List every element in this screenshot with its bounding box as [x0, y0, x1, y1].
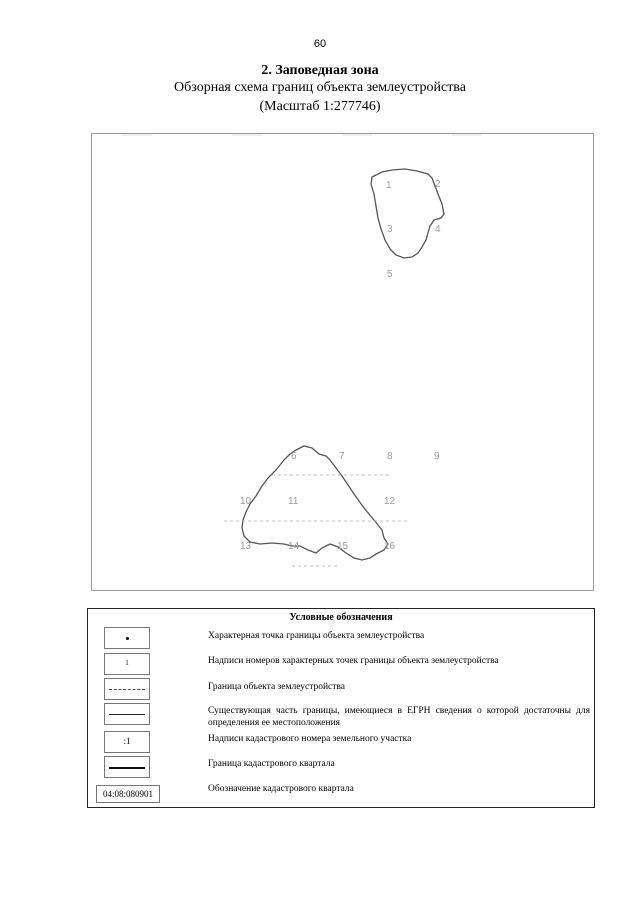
lower-parcel-contour	[242, 446, 388, 560]
legend-symbol-object-boundary	[104, 678, 150, 700]
point-label-9: 9	[434, 451, 440, 462]
point-label-16: 16	[384, 541, 396, 552]
legend-text-existing-boundary: Существующая часть границы, имеющиеся в ЕГРН сведения о которой достаточны для определения ее местоположения	[208, 706, 590, 728]
legend-symbol-point	[104, 627, 150, 649]
point-label-14: 14	[288, 541, 300, 552]
point-label-5: 5	[387, 269, 393, 280]
parcel-number-sample: :1	[123, 736, 131, 746]
point-label-1: 1	[386, 180, 392, 191]
scheme-subtitle: Обзорная схема границ объекта землеустройства	[174, 80, 466, 95]
legend-symbol-existing-boundary	[104, 703, 150, 725]
point-number-sample: 1	[125, 659, 129, 667]
legend-text-quarter-boundary: Граница кадастрового квартала	[208, 759, 335, 769]
point-label-10: 10	[240, 496, 252, 507]
legend-text-point: Характерная точка границы объекта землеустройства	[208, 631, 425, 641]
upper-parcel-contour	[371, 169, 444, 258]
solid-line-icon	[109, 714, 145, 715]
overview-map	[91, 133, 594, 591]
point-label-6: 6	[291, 451, 297, 462]
point-label-13: 13	[240, 541, 252, 552]
point-label-11: 11	[288, 496, 299, 507]
point-labels	[240, 179, 441, 552]
scale-label: (Масштаб 1:277746)	[259, 99, 381, 114]
legend-text-object-boundary: Граница объекта землеустройства	[208, 682, 345, 692]
thick-line-icon	[109, 767, 145, 769]
map-drawing	[92, 134, 593, 590]
point-dot-icon	[126, 637, 129, 640]
point-label-7: 7	[339, 451, 345, 462]
legend-symbol-point-number	[104, 653, 150, 675]
point-label-2: 2	[435, 179, 441, 190]
point-label-15: 15	[337, 541, 349, 552]
legend	[87, 608, 595, 808]
legend-text-parcel-number: Надписи кадастрового номера земельного участка	[208, 734, 412, 744]
point-label-12: 12	[384, 496, 396, 507]
legend-symbol-parcel-number	[104, 731, 150, 753]
point-label-4: 4	[435, 224, 441, 235]
page-number: 60	[313, 38, 327, 50]
dashed-line-icon	[109, 689, 145, 690]
quarter-code-sample: 04:08:080901	[96, 785, 160, 803]
point-label-8: 8	[387, 451, 393, 462]
legend-title: Условные обозначения	[289, 612, 393, 623]
point-label-3: 3	[387, 224, 393, 235]
legend-symbol-quarter-boundary	[104, 756, 150, 778]
legend-text-quarter-code: Обозначение кадастрового квартала	[208, 784, 354, 794]
section-title: 2. Заповедная зона	[261, 63, 379, 78]
legend-text-point-number: Надписи номеров характерных точек границы объекта землеустройства	[208, 656, 499, 666]
